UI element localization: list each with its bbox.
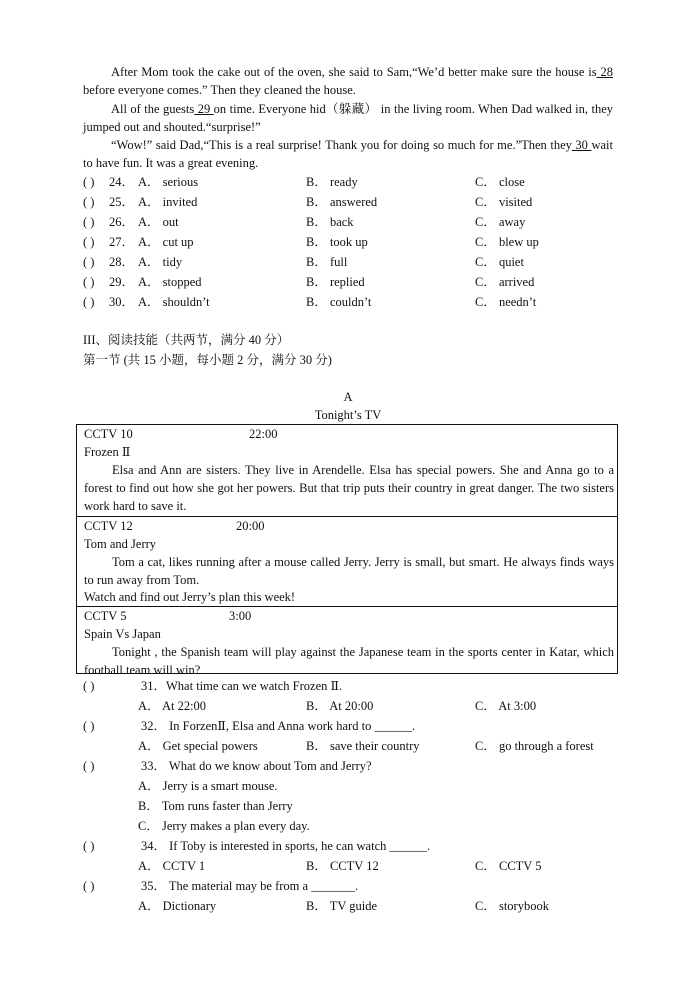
option-a: A． At 22:00 (138, 699, 207, 713)
passage-title: Tonight’s TV (314, 408, 382, 422)
option-b: B． took up (306, 235, 368, 249)
program-channel: CCTV 5 (84, 609, 127, 623)
answer-paren[interactable]: ( ) (83, 839, 95, 853)
option-a: A． stopped (138, 275, 202, 289)
option-c: C． arrived (475, 275, 535, 289)
option-b: B． CCTV 12 (306, 859, 379, 873)
option-a: A． invited (138, 195, 198, 209)
section-subtitle: 第一节 (共 15 小题，每小题 2 分，满分 30 分) (83, 353, 332, 367)
options-row (83, 737, 643, 755)
question-row (83, 717, 643, 735)
option-c: C． away (475, 215, 526, 229)
program-time: 3:00 (229, 609, 252, 623)
question-row (83, 757, 643, 775)
question-number: 24． (109, 175, 135, 189)
tv-program-frozen (77, 425, 617, 517)
question-stem: 34． If Toby is interested in sports, he can watch ______. (141, 839, 431, 853)
options-row (83, 897, 643, 915)
question-row (83, 877, 643, 895)
program-time: 20:00 (236, 519, 265, 533)
program-name: Spain Vs Japan (84, 627, 161, 641)
options-row (83, 777, 643, 795)
program-description: Elsa and Ann are sisters. They live in Arendelle. Elsa has special powers. She and Anna go to a forest to find out how she got her powers. But that trip puts their country in great danger. The two sisters work hard to save it. (84, 463, 614, 513)
question-number: 27． (109, 235, 135, 249)
answer-paren[interactable]: ( ) (83, 255, 95, 269)
option-b: B． save their country (306, 739, 420, 753)
cloze-text: wait to have fun. It was a great evening. (83, 138, 613, 170)
cloze-text: on time. Everyone hid（躲藏） in the living room. When Dad walked in, they jumped out and shouted.“surprise!” (83, 102, 613, 134)
option-b: B． answered (306, 195, 378, 209)
question-number: 25． (109, 195, 135, 209)
cloze-paragraph-1 (83, 63, 613, 99)
option-c: C． close (475, 175, 525, 189)
question-number: 30． (109, 295, 135, 309)
option-a: A． shouldn’t (138, 295, 210, 309)
option-a: A． serious (138, 175, 199, 189)
option-b: B． TV guide (306, 899, 378, 913)
blank-30: 30 (571, 138, 592, 152)
options-row (83, 857, 643, 875)
question-stem: 35． The material may be from a _______. (141, 879, 359, 893)
answer-paren[interactable]: ( ) (83, 719, 95, 733)
answer-paren[interactable]: ( ) (83, 759, 95, 773)
program-channel: CCTV 10 (84, 427, 133, 441)
option-b: B． At 20:00 (306, 699, 374, 713)
program-description: Tom a cat, likes running after a mouse called Jerry. Jerry is small, but smart. He always finds ways to run away from Tom. (84, 555, 614, 587)
question-number: 26． (109, 215, 135, 229)
option-a: A． tidy (138, 255, 183, 269)
answer-paren[interactable]: ( ) (83, 295, 95, 309)
question-number: 28． (109, 255, 135, 269)
answer-paren[interactable]: ( ) (83, 195, 95, 209)
option-a: A． Dictionary (138, 899, 217, 913)
answer-paren[interactable]: ( ) (83, 879, 95, 893)
option-a: A． CCTV 1 (138, 859, 206, 873)
option-c: C． CCTV 5 (475, 859, 542, 873)
option-b: B． back (306, 215, 354, 229)
cloze-paragraph-2 (83, 100, 613, 136)
question-row (83, 677, 643, 695)
question-stem: 32． In ForzenⅡ, Elsa and Anna work hard to ______. (141, 719, 416, 733)
answer-paren[interactable]: ( ) (83, 215, 95, 229)
program-name: Frozen Ⅱ (84, 445, 131, 459)
blank-28: 28 (596, 65, 613, 79)
passage-letter: A (343, 390, 353, 404)
blank-29: 29 (194, 102, 214, 116)
program-description: Tonight , the Spanish team will play against the Japanese team in the sports center in Katar, which football team will win? (84, 645, 614, 677)
tv-guide-table (76, 424, 618, 677)
options-row (83, 797, 643, 815)
option-a: A． Get special powers (138, 739, 258, 753)
program-channel: CCTV 12 (84, 519, 133, 533)
option-c: C． storybook (475, 899, 549, 913)
cloze-text: before everyone comes.” Then they cleaned the house. (83, 83, 356, 97)
option-a: A． cut up (138, 235, 194, 249)
cloze-paragraph-3 (83, 136, 613, 172)
option-c: C． blew up (475, 235, 539, 249)
option-a: A． Jerry is a smart mouse. (138, 779, 278, 793)
question-row (83, 193, 623, 211)
cloze-text: “Wow!” said Dad,“This is a real surprise! Thank you for doing so much for me.”Then they (111, 138, 572, 152)
option-a: A． out (138, 215, 179, 229)
question-row (83, 253, 623, 271)
answer-paren[interactable]: ( ) (83, 679, 95, 693)
program-time: 22:00 (249, 427, 278, 441)
option-b: B． full (306, 255, 348, 269)
program-note: Watch and find out Jerry’s plan this week! (84, 590, 296, 604)
section-title: III、阅读技能（共两节，满分 40 分） (83, 333, 290, 347)
option-c: C． At 3:00 (475, 699, 537, 713)
program-name: Tom and Jerry (84, 537, 157, 551)
question-row (83, 293, 623, 311)
options-row (83, 697, 643, 715)
option-b: B． Tom runs faster than Jerry (138, 799, 293, 813)
cloze-text: All of the guests (111, 102, 195, 116)
question-number: 29． (109, 275, 135, 289)
answer-paren[interactable]: ( ) (83, 235, 95, 249)
question-row (83, 213, 623, 231)
answer-paren[interactable]: ( ) (83, 175, 95, 189)
option-c: C． needn’t (475, 295, 537, 309)
question-row (83, 273, 623, 291)
option-b: B． couldn’t (306, 295, 372, 309)
question-row (83, 173, 623, 191)
option-b: B． ready (306, 175, 358, 189)
options-row (83, 817, 643, 835)
question-row (83, 837, 643, 855)
option-c: C． Jerry makes a plan every day. (138, 819, 310, 833)
question-stem: 31．What time can we watch Frozen Ⅱ. (141, 679, 343, 693)
option-c: C． visited (475, 195, 533, 209)
option-c: C． quiet (475, 255, 524, 269)
cloze-text: After Mom took the cake out of the oven, she said to Sam,“We’d better make sure the house is (111, 65, 597, 79)
question-stem: 33． What do we know about Tom and Jerry? (141, 759, 372, 773)
tv-program-spain-vs-japan (77, 607, 617, 677)
tv-program-tom-and-jerry (77, 517, 617, 607)
question-row (83, 233, 623, 251)
option-b: B． replied (306, 275, 365, 289)
answer-paren[interactable]: ( ) (83, 275, 95, 289)
option-c: C． go through a forest (475, 739, 594, 753)
